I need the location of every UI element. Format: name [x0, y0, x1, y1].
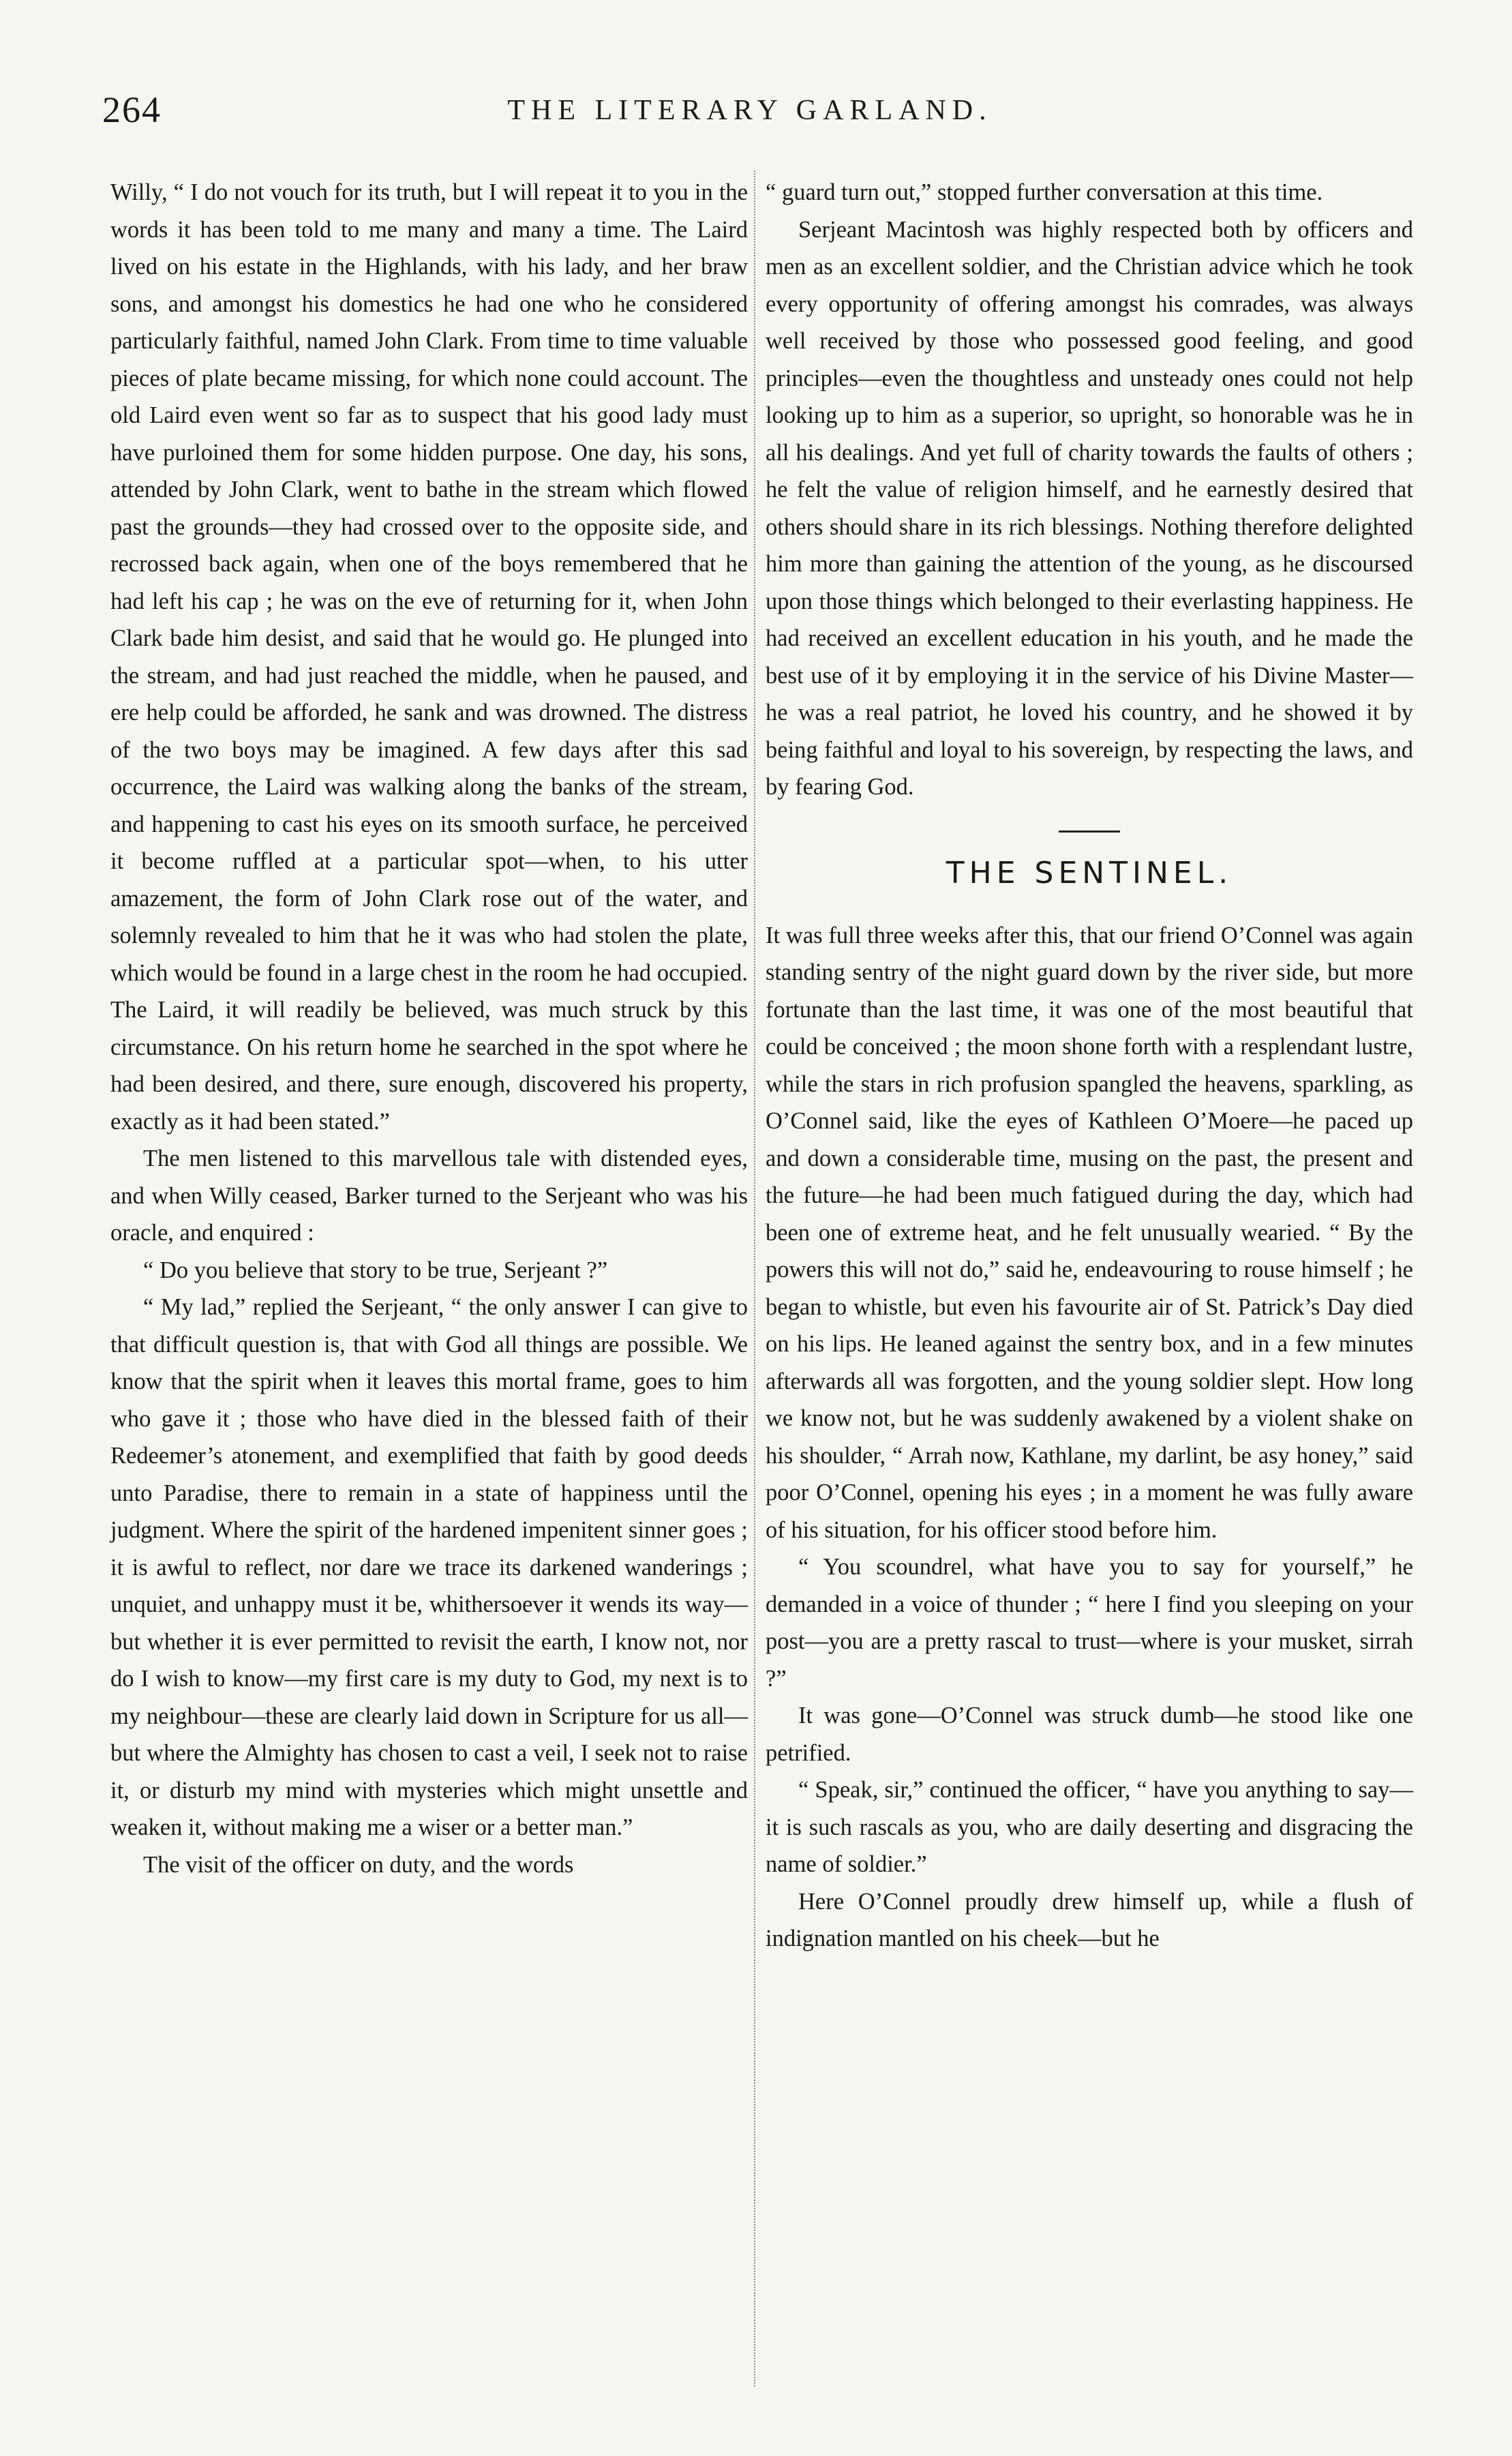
paragraph: “ Do you believe that story to be true, Serjeant ?”	[143, 1257, 608, 1283]
running-title: THE LITERARY GARLAND.	[507, 95, 993, 126]
column-divider	[754, 170, 755, 2386]
section-separator	[1059, 830, 1120, 833]
paragraph: “ My lad,” replied the Serjeant, “ the only answer I can give to that difficult question is, that with God all things are possible. We know that the spirit when it leaves this mortal frame, goes to him who gave it ; those who have died in the blessed faith of their Redeemer’s atonement, and exemplified that faith by good deeds unto Paradise, there to remain in a state of happiness until the judgment. Where the spirit of the hardened impenitent sinner goes ; it is awful to reflect, nor dare we trace its darkened wanderings ; unquiet, and unhappy must it be, whithersoever it wends its way—but whether it is ever permitted to revisit the earth, I know not, nor do I wish to know—my first care is my duty to God, my next is to my neighbour—these are clearly laid down in Scripture for us all—but where the Almighty has chosen to cast a veil, I seek not to raise it, or disturb my mind with mysteries which might unsettle and weaken it, without making me a wiser or a better man.”	[110, 1294, 748, 1840]
right-column	[766, 174, 1413, 1958]
paragraph: Willy, “ I do not vouch for its truth, but I will repeat it to you in the words it has been told to me many and many a time. The Laird lived on his estate in the Highlands, with his lady, and her braw sons, and amongst his domestics he had one who he considered particularly faithful, named John Clark. From time to time valuable pieces of plate became missing, for which none could account. The old Laird even went so far as to suspect that his good lady must have purloined them for some hidden purpose. One day, his sons, attended by John Clark, went to bathe in the stream which flowed past the grounds—they had crossed over to the opposite side, and recrossed back again, when one of the boys remembered that he had left his cap ; he was on the eve of returning for it, when John Clark bade him desist, and said that he would go. He plunged into the stream, and had just reached the middle, when he paused, and ere help could be afforded, he sank and was drowned. The distress of the two boys may be imagined. A few days after this sad occurrence, the Laird was walking along the banks of the stream, and happening to cast his eyes on its smooth surface, he perceived it become ruffled at a particular spot—when, to his utter amazement, the form of John Clark rose out of the water, and solemnly revealed to him that he it was who had stolen the plate, which would be found in a large chest in the room he had occupied. The Laird, it will readily be believed, was much struck by this circumstance. On his return home he searched in the spot where he had been desired, and there, sure enough, discovered his property, exactly as it had been stated.”	[110, 179, 748, 1135]
page-number: 264	[102, 89, 162, 130]
paragraph: It was gone—O’Connel was struck dumb—he stood like one petrified.	[766, 1703, 1413, 1766]
paragraph: “ You scoundrel, what have you to say for yourself,” he demanded in a voice of thunder ; “ here I find you sleeping on your post—you are a pretty rascal to trust—where is your musket, sirrah ?”	[766, 1554, 1413, 1692]
paragraph: “ guard turn out,” stopped further conversation at this time.	[766, 179, 1323, 205]
paragraph: “ Speak, sir,” continued the officer, “ have you anything to say—it is such rascals as you, who are daily deserting and disgracing the name of soldier.”	[766, 1777, 1413, 1877]
section-title: THE SENTINEL.	[946, 855, 1233, 890]
page-header	[102, 89, 1397, 143]
paragraph: Here O’Connel proudly drew himself up, while a flush of indignation mantled on his cheek—but he	[766, 1888, 1413, 1951]
left-column	[110, 174, 748, 1883]
paragraph: The visit of the officer on duty, and the words	[143, 1851, 574, 1878]
paragraph: The men listened to this marvellous tale with distended eyes, and when Willy ceased, Barker turned to the Serjeant who was his oracle, and enquired :	[110, 1145, 748, 1246]
paragraph: It was full three weeks after this, that our friend O’Connel was again standing sentry of the night guard down by the river side, but more fortunate than the last time, it was one of the most beautiful that could be conceived ; the moon shone forth with a resplendant lustre, while the stars in rich profusion spangled the heavens, sparkling, as O’Connel said, like the eyes of Kathleen O’Moere—he paced up and down a considerable time, musing on the past, the present and the future—he had been much fatigued during the day, which had been one of extreme heat, and he felt unusually wearied. “ By the powers this will not do,” said he, endeavouring to rouse himself ; he began to whistle, but even his favourite air of St. Patrick’s Day died on his lips. He leaned against the sentry box, and in a few minutes afterwards all was forgotten, and the young soldier slept. How long we know not, but he was suddenly awakened by a violent shake on his shoulder, “ Arrah now, Kathlane, my darlint, be asy honey,” said poor O’Connel, opening his eyes ; in a moment he was fully aware of his situation, for his officer stood before him.	[766, 922, 1413, 1543]
paragraph: Serjeant Macintosh was highly respected both by officers and men as an excellent soldier, and the Christian advice which he took every opportunity of offering amongst his comrades, was always well received by those who possessed good feeling, and good principles—even the thoughtless and unsteady ones could not help looking up to him as a superior, so upright, so honorable was he in all his dealings. And yet full of charity towards the faults of others ; he felt the value of religion himself, and he earnestly desired that others should share in its rich blessings. Nothing therefore delighted him more than gaining the attention of the young, as he discoursed upon those things which belonged to their everlasting happiness. He had received an excellent education in his youth, and he made the best use of it by employing it in the service of his Divine Master—he was a real patriot, he loved his country, and he showed it by being faithful and loyal to his sovereign, by respecting the laws, and by fearing God.	[766, 216, 1413, 800]
